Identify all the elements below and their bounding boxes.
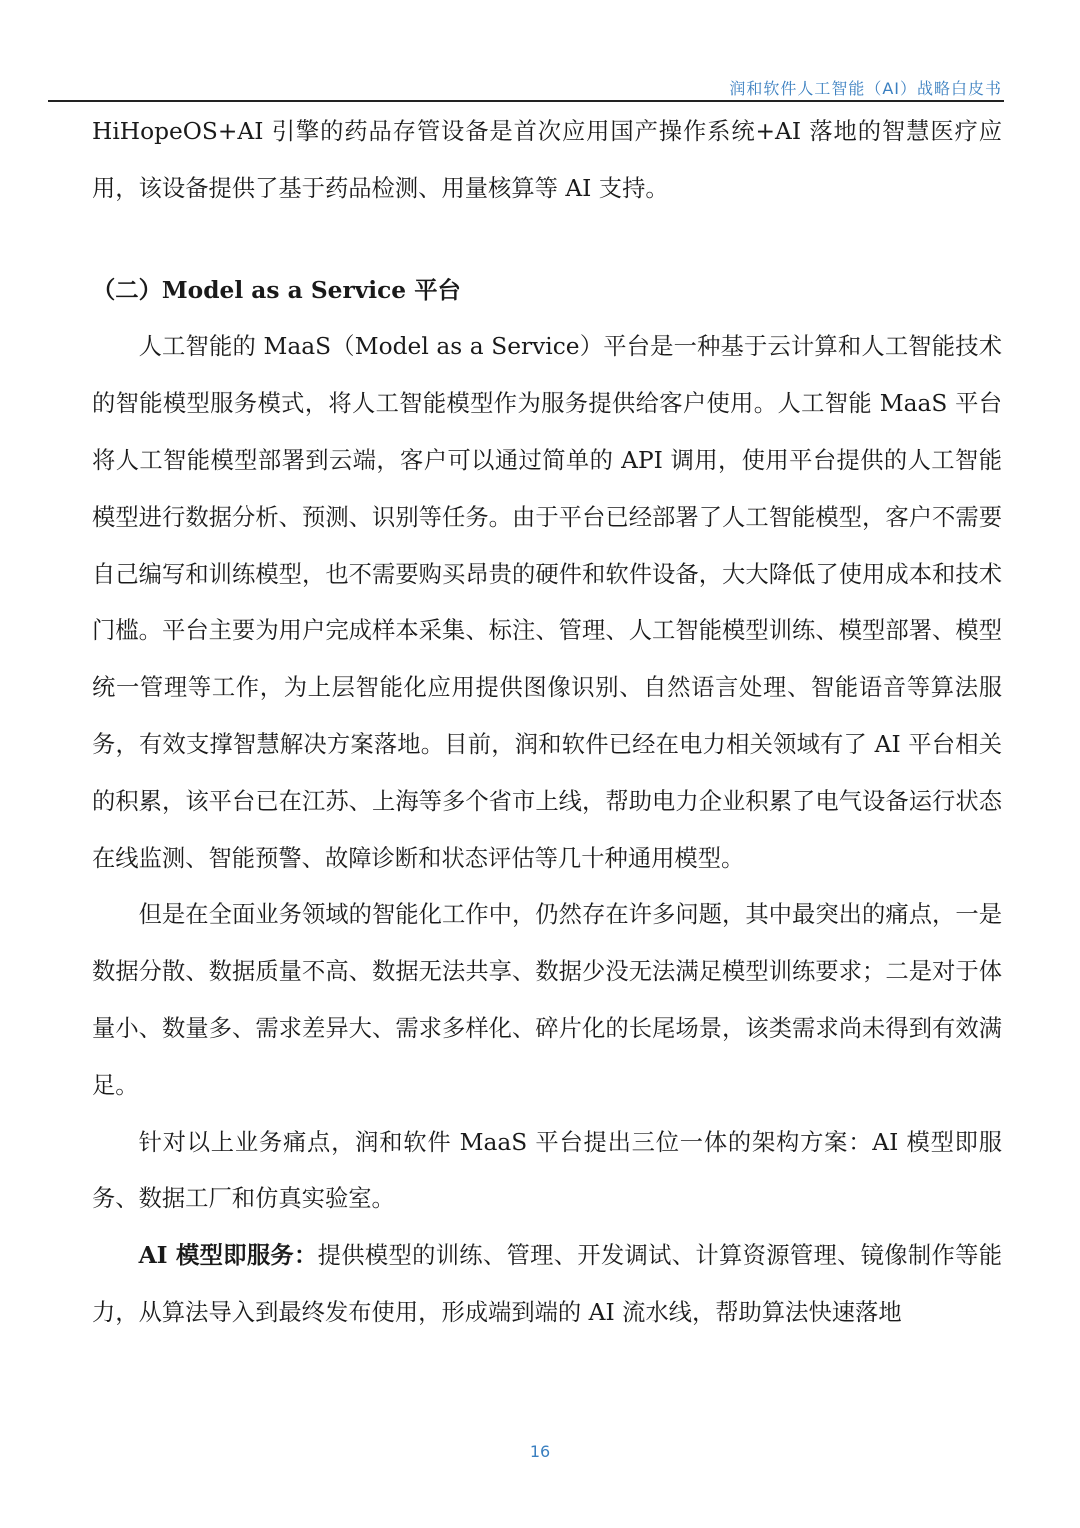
body-paragraph-pain-points: 但是在全面业务领域的智能化工作中，仍然存在许多问题，其中最突出的痛点，一是数据分散、数据质量不高、数据无法共享、数据少没无法满足模型训练要求；二是对于体量小、数量多、需求差异大、需求多样化、碎片化的长尾场景，该类需求尚未得到有效满足。 bbox=[92, 901, 1002, 1099]
section-heading: （二）Model as a Service 平台 bbox=[92, 276, 461, 304]
header-divider bbox=[48, 100, 1004, 102]
page-number: 16 bbox=[529, 1442, 551, 1461]
body-paragraph-maas-definition: 人工智能的 MaaS（Model as a Service）平台是一种基于云计算和人工智能技术的智能模型服务模式，将人工智能模型作为服务提供给客户使用。人工智能 MaaS 平台将人工智能模型部署到云端，客户可以通过简单的 API 调用，使用平台提供的人工智能模型进行数据分析、预测、识别等任务。由于平台已经部署了人工智能模型，客户不需要自己编写和训练模型，也不需要购买昂贵的硬件和软件设备，大大降低了使用成本和技术门槛。平台主要为用户完成样本采集、标注、管理、人工智能模型训练、模型部署、模型统一管理等工作，为上层智能化应用提供图像识别、自然语言处理、智能语音等算法服务，有效支撑智慧解决方案落地。目前，润和软件已经在电力相关领域有了 AI 平台相关的积累，该平台已在江苏、上海等多个省市上线，帮助电力企业积累了电气设备运行状态在线监测、智能预警、故障诊断和状态评估等几十种通用模型。 bbox=[92, 333, 1002, 872]
page-body bbox=[92, 104, 1002, 1342]
intro-paragraph: HiHopeOS+AI 引擎的药品存管设备是首次应用国产操作系统+AI 落地的智慧医疗应用，该设备提供了基于药品检测、用量核算等 AI 支持。 bbox=[92, 118, 1002, 202]
body-paragraph-ai-service bbox=[92, 1228, 1002, 1342]
running-header-title: 润和软件人工智能（AI）战略白皮书 bbox=[729, 79, 1002, 98]
ai-service-text: 提供模型的训练、管理、开发调试、计算资源管理、镜像制作等能力，从算法导入到最终发布使用，形成端到端的 AI 流水线，帮助算法快速落地 bbox=[92, 1242, 1003, 1326]
ai-service-label: AI 模型即服务： bbox=[138, 1242, 318, 1270]
body-paragraph-architecture: 针对以上业务痛点，润和软件 MaaS 平台提出三位一体的架构方案：AI 模型即服务、数据工厂和仿真实验室。 bbox=[92, 1128, 1002, 1213]
